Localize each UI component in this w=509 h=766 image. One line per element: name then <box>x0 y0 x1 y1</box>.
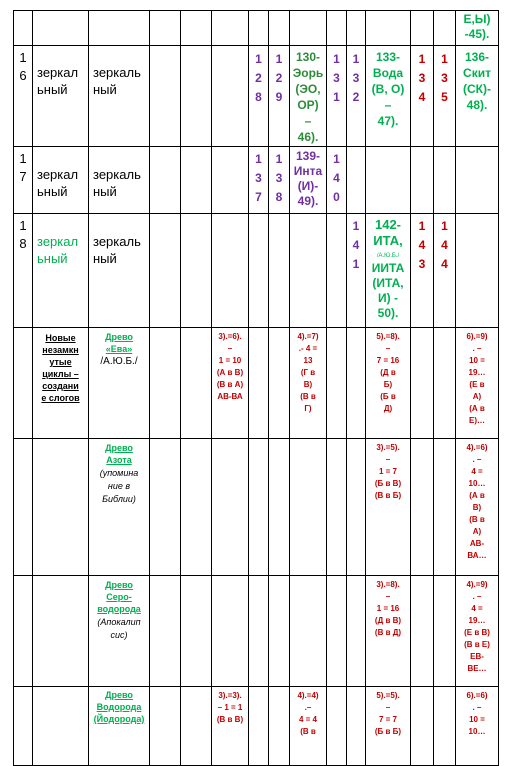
cell <box>248 213 269 328</box>
cell <box>268 146 290 214</box>
cell <box>32 213 89 328</box>
cell <box>289 45 327 147</box>
cell-text: 4).=9) . – 4 = 19… (Е в В) (В в Е) ЕВ- ВЕ… <box>464 580 490 673</box>
cell <box>289 146 327 214</box>
cell <box>455 45 499 147</box>
cell-text: 5).=8). – 7 = 16 (Д в Б) (Б в Д) <box>376 332 400 413</box>
cell <box>433 327 456 439</box>
cell <box>326 213 347 328</box>
cell <box>455 327 499 439</box>
cell <box>32 146 89 214</box>
cell-text: 1 3 4 <box>418 52 426 104</box>
cell <box>326 146 347 214</box>
cell-text: 5).=5). – 7 = 7 (Б в Б) <box>374 691 402 736</box>
word-text: зеркаль ный <box>93 65 141 97</box>
cell-text: 133- Вода (В, О) – 47). <box>371 50 405 128</box>
cell-text: 3).=8). – 1 = 16 (Д в В) (В в Д) <box>374 580 402 637</box>
cell <box>211 575 249 687</box>
cell <box>433 45 456 147</box>
cell <box>13 213 33 328</box>
section-label: Новые незамкн утые циклы – создани е слогов <box>41 333 80 403</box>
cell-text: 1 3 7 <box>255 152 262 204</box>
cell <box>13 327 33 439</box>
cell <box>346 213 366 328</box>
cell <box>149 686 181 766</box>
cell <box>455 686 499 766</box>
cell <box>289 438 327 576</box>
cell <box>248 146 269 214</box>
cell <box>180 10 212 46</box>
word-text: зеркал ьный <box>37 234 79 266</box>
tree-title: Древо «Ева» <box>105 332 133 354</box>
cell <box>346 45 366 147</box>
cell-text: 1 3 5 <box>441 52 448 104</box>
cell-text: 1 4 3 <box>418 219 426 271</box>
cell <box>13 10 33 46</box>
cell <box>346 327 366 439</box>
cell <box>410 146 434 214</box>
cell-text: 3).=6). – 1 = 10 (А в В) (В в А) АВ-ВА <box>216 332 244 401</box>
cell-text: 3).=5). – 1 = 7 (Б в В) (В в Б) <box>374 443 402 500</box>
cell <box>410 327 434 439</box>
cell <box>32 686 89 766</box>
cell <box>410 45 434 147</box>
cell <box>32 45 89 147</box>
cell-text: 136- Скит (СК)- 48). <box>463 50 491 112</box>
row-number: 1 6 <box>19 50 27 83</box>
cell <box>268 10 290 46</box>
cell <box>455 10 499 46</box>
cell <box>346 575 366 687</box>
cell <box>289 327 327 439</box>
cell <box>211 213 249 328</box>
tree-author: /А.Ю.Б./ <box>100 356 138 367</box>
cell <box>455 213 499 328</box>
cell <box>88 45 150 147</box>
cell <box>13 45 33 147</box>
cell <box>433 213 456 328</box>
cell-text: 1 4 4 <box>441 219 448 271</box>
cell-text: 1 3 2 <box>352 52 360 104</box>
cell <box>410 686 434 766</box>
cell <box>248 686 269 766</box>
cell-text: Е,Ы) -45). <box>463 12 491 41</box>
word-text: зеркаль ный <box>93 234 141 266</box>
cell <box>365 686 411 766</box>
word-text: зеркал ьный <box>37 167 79 199</box>
cell-text: 1 3 8 <box>275 152 283 204</box>
cell-text: 1 2 9 <box>275 52 283 104</box>
row-number: 1 7 <box>19 151 27 184</box>
cell-text: 142- ИТА, <box>373 217 403 248</box>
cell <box>410 575 434 687</box>
cell <box>433 575 456 687</box>
cell <box>13 438 33 576</box>
tree-note: (упомина ние в Библии) <box>99 468 139 504</box>
cell <box>268 686 290 766</box>
cell <box>365 327 411 439</box>
cell <box>326 438 347 576</box>
cell <box>180 146 212 214</box>
cell <box>180 327 212 439</box>
cell <box>365 10 411 46</box>
cell-text: 1 4 1 <box>352 219 360 271</box>
cell <box>180 45 212 147</box>
cell <box>365 575 411 687</box>
cell-text: 3).=3). – 1 = 1 (В в В) <box>216 691 244 724</box>
cell <box>88 575 150 687</box>
cell <box>248 438 269 576</box>
tree-title: Древо Серо- водорода <box>97 580 141 614</box>
cell <box>433 686 456 766</box>
cell <box>248 10 269 46</box>
cell <box>289 686 327 766</box>
cell-text: 1 3 1 <box>333 52 340 104</box>
cell <box>326 45 347 147</box>
cell <box>211 10 249 46</box>
cell <box>88 438 150 576</box>
cell <box>88 213 150 328</box>
cell <box>149 10 181 46</box>
cell <box>346 146 366 214</box>
cell <box>180 575 212 687</box>
cell <box>88 686 150 766</box>
cell <box>326 327 347 439</box>
cell <box>455 146 499 214</box>
cell <box>289 213 327 328</box>
cell <box>410 213 434 328</box>
cell <box>211 45 249 147</box>
cell <box>211 146 249 214</box>
cell <box>149 575 181 687</box>
tree-note: (Апокалип сис) <box>97 617 141 640</box>
cell <box>149 146 181 214</box>
cell <box>88 327 150 439</box>
cell <box>268 213 290 328</box>
cell <box>180 213 212 328</box>
cell <box>211 438 249 576</box>
cell <box>32 327 89 439</box>
cell <box>32 575 89 687</box>
cell <box>433 438 456 576</box>
cell <box>410 10 434 46</box>
cell <box>289 575 327 687</box>
word-text: зеркаль ный <box>93 167 141 199</box>
tree-title: Древо Водорода (Йодорода) <box>93 690 145 724</box>
cell <box>149 45 181 147</box>
cell <box>248 575 269 687</box>
cell <box>365 438 411 576</box>
cell <box>346 10 366 46</box>
cell <box>268 575 290 687</box>
row-number: 1 8 <box>19 218 27 251</box>
cell-text: ИИТА (ИТА, И) - 50). <box>371 261 405 320</box>
cell <box>13 686 33 766</box>
cell <box>88 10 150 46</box>
cell-text: 4).=4) .– 4 = 4 (В в <box>297 691 319 736</box>
cell-text: 130- Эорь (ЭО, ОР) – 46). <box>292 50 324 144</box>
cell-text: 6).=9) . – 10 = 19… (Е в А) (А в Е)… <box>466 332 488 425</box>
cell <box>149 213 181 328</box>
cell <box>149 327 181 439</box>
cell <box>211 686 249 766</box>
cell <box>88 146 150 214</box>
tree-title: Древо Азота <box>105 443 133 465</box>
cell <box>149 438 181 576</box>
cell <box>248 327 269 439</box>
cell <box>268 327 290 439</box>
cell <box>32 10 89 46</box>
cell <box>365 146 411 214</box>
cell <box>326 686 347 766</box>
cell-text: 4).=6) . – 4 = 10… (А в В) (В в А) АВ- ВА… <box>466 443 488 560</box>
cell-text: 6).=6) . – 10 = 10… <box>466 691 488 736</box>
cell-text: /А.Ю.Б./ <box>376 253 400 259</box>
cell <box>289 10 327 46</box>
cell-text: 1 2 8 <box>255 52 262 104</box>
cell <box>326 575 347 687</box>
cell-text: 4).=7) .- 4 = 13 (Г в В) (В в Г) <box>297 332 319 413</box>
cell <box>433 10 456 46</box>
cell <box>268 438 290 576</box>
word-text: зеркал ьный <box>37 65 79 97</box>
cell <box>32 438 89 576</box>
cell <box>455 575 499 687</box>
cell <box>211 327 249 439</box>
cell <box>410 438 434 576</box>
cell-text: 1 4 0 <box>333 152 340 204</box>
cell <box>326 10 347 46</box>
cell <box>346 686 366 766</box>
cell <box>13 575 33 687</box>
cell <box>180 438 212 576</box>
cell <box>268 45 290 147</box>
cell <box>13 146 33 214</box>
cell <box>433 146 456 214</box>
cell <box>180 686 212 766</box>
cell <box>455 438 499 576</box>
cell <box>248 45 269 147</box>
cell <box>365 213 411 328</box>
cell-text: 139- Инта (И)- 49). <box>293 149 323 208</box>
cell <box>365 45 411 147</box>
cell <box>346 438 366 576</box>
